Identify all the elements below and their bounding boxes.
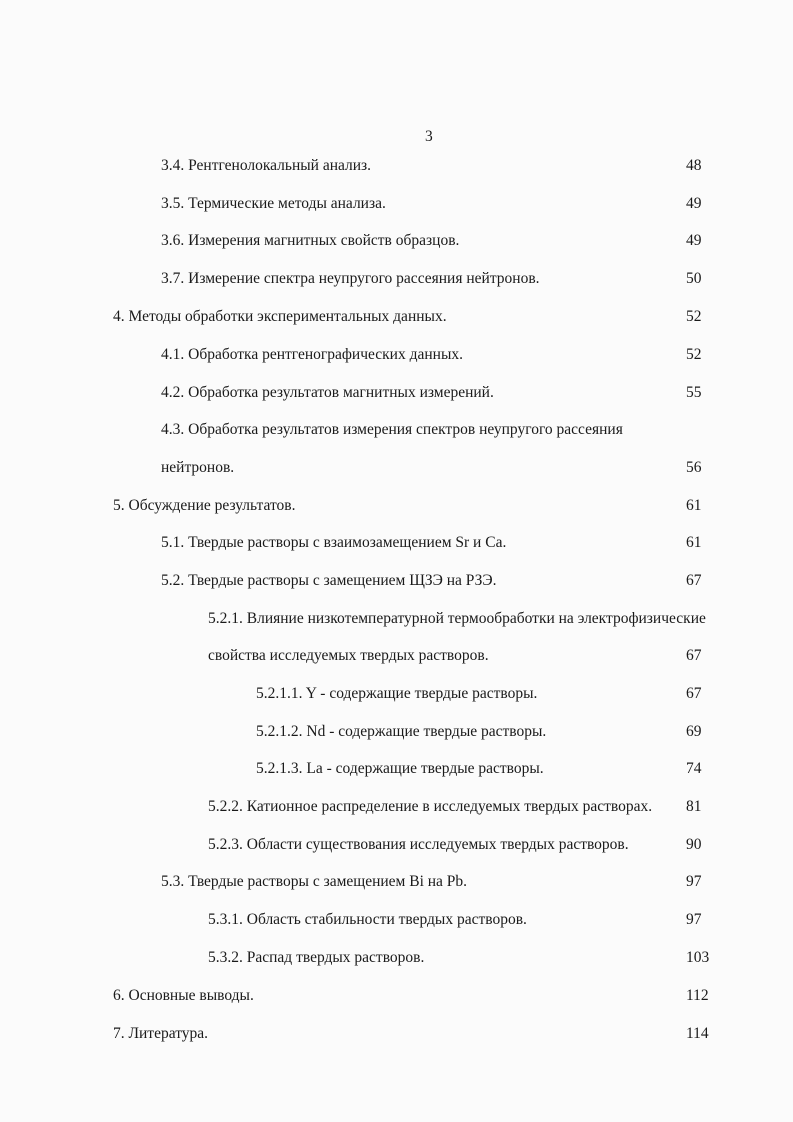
toc-entry-title: 5.3. Твердые растворы с замещением Bi на Pb. bbox=[161, 873, 468, 890]
toc-entry-page: 114 bbox=[686, 1025, 709, 1042]
toc-entry-title: 5.2.1.2. Nd - содержащие твердые растворы. bbox=[256, 723, 547, 740]
toc-entry-title: 7. Литература. bbox=[113, 1025, 209, 1042]
toc-entry-title-continued: свойства исследуемых твердых растворов. bbox=[208, 647, 489, 664]
toc-entry-title: 5.2.3. Области существования исследуемых твердых растворов. bbox=[208, 836, 629, 853]
toc-entry-title: 5.3.1. Область стабильности твердых растворов. bbox=[208, 911, 527, 928]
toc-entry-title: 5.1. Твердые растворы с взаимозамещением Sr и Ca. bbox=[161, 534, 507, 551]
toc-entry-page: 103 bbox=[686, 949, 710, 966]
toc-entry-page: 61 bbox=[686, 497, 702, 514]
toc-entry-page: 61 bbox=[686, 534, 702, 551]
toc-entry-page: 81 bbox=[686, 798, 702, 815]
toc-entry-page: 56 bbox=[686, 459, 702, 476]
toc-entry-title: 6. Основные выводы. bbox=[113, 987, 254, 1004]
toc-entry-title: 5.2. Твердые растворы с замещением ЩЗЭ на РЗЭ. bbox=[161, 572, 497, 589]
toc-entry-title: 3.7. Измерение спектра неупругого рассеяния нейтронов. bbox=[161, 270, 540, 287]
toc-entry-title: 4.2. Обработка результатов магнитных измерений. bbox=[161, 384, 494, 401]
toc-entry-title: 5.3.2. Распад твердых растворов. bbox=[208, 949, 425, 966]
toc-entry-title: 4.3. Обработка результатов измерения спектров неупругого рассеяния bbox=[161, 421, 623, 438]
toc-entry-title: 5.2.1. Влияние низкотемпературной термообработки на электрофизические bbox=[208, 610, 706, 627]
toc-entry-page: 69 bbox=[686, 723, 702, 740]
page-number: 3 bbox=[425, 128, 433, 145]
toc-entry-title-continued: нейтронов. bbox=[161, 459, 235, 476]
toc-entry-title: 3.5. Термические методы анализа. bbox=[161, 195, 386, 212]
toc-entry-title: 4. Методы обработки экспериментальных данных. bbox=[113, 308, 447, 325]
toc-entry-page: 74 bbox=[686, 760, 702, 777]
toc-entry-page: 67 bbox=[686, 647, 702, 664]
toc-entry-title: 3.4. Рентгенолокальный анализ. bbox=[161, 157, 372, 174]
toc-entry-page: 55 bbox=[686, 384, 702, 401]
toc-entry-page: 49 bbox=[686, 195, 702, 212]
toc-entry-page: 67 bbox=[686, 685, 702, 702]
toc-entry-title: 4.1. Обработка рентгенографических данных. bbox=[161, 346, 463, 363]
toc-entry-title: 5. Обсуждение результатов. bbox=[113, 497, 296, 514]
toc-entry-title: 5.2.2. Катионное распределение в исследуемых твердых растворах. bbox=[208, 798, 653, 815]
toc-entry-title: 5.2.1.1. Y - содержащие твердые растворы. bbox=[256, 685, 538, 702]
toc-entry-page: 97 bbox=[686, 873, 702, 890]
toc-entry-page: 90 bbox=[686, 836, 702, 853]
toc-entry-page: 112 bbox=[686, 987, 709, 1004]
toc-entry-title: 3.6. Измерения магнитных свойств образцов. bbox=[161, 232, 460, 249]
toc-entry-page: 52 bbox=[686, 346, 702, 363]
toc-entry-page: 52 bbox=[686, 308, 702, 325]
toc-entry-title: 5.2.1.3. La - содержащие твердые растворы. bbox=[256, 760, 544, 777]
toc-entry-page: 48 bbox=[686, 157, 702, 174]
toc-entry-page: 50 bbox=[686, 270, 702, 287]
toc-entry-page: 49 bbox=[686, 232, 702, 249]
toc-entry-page: 67 bbox=[686, 572, 702, 589]
toc-entry-page: 97 bbox=[686, 911, 702, 928]
